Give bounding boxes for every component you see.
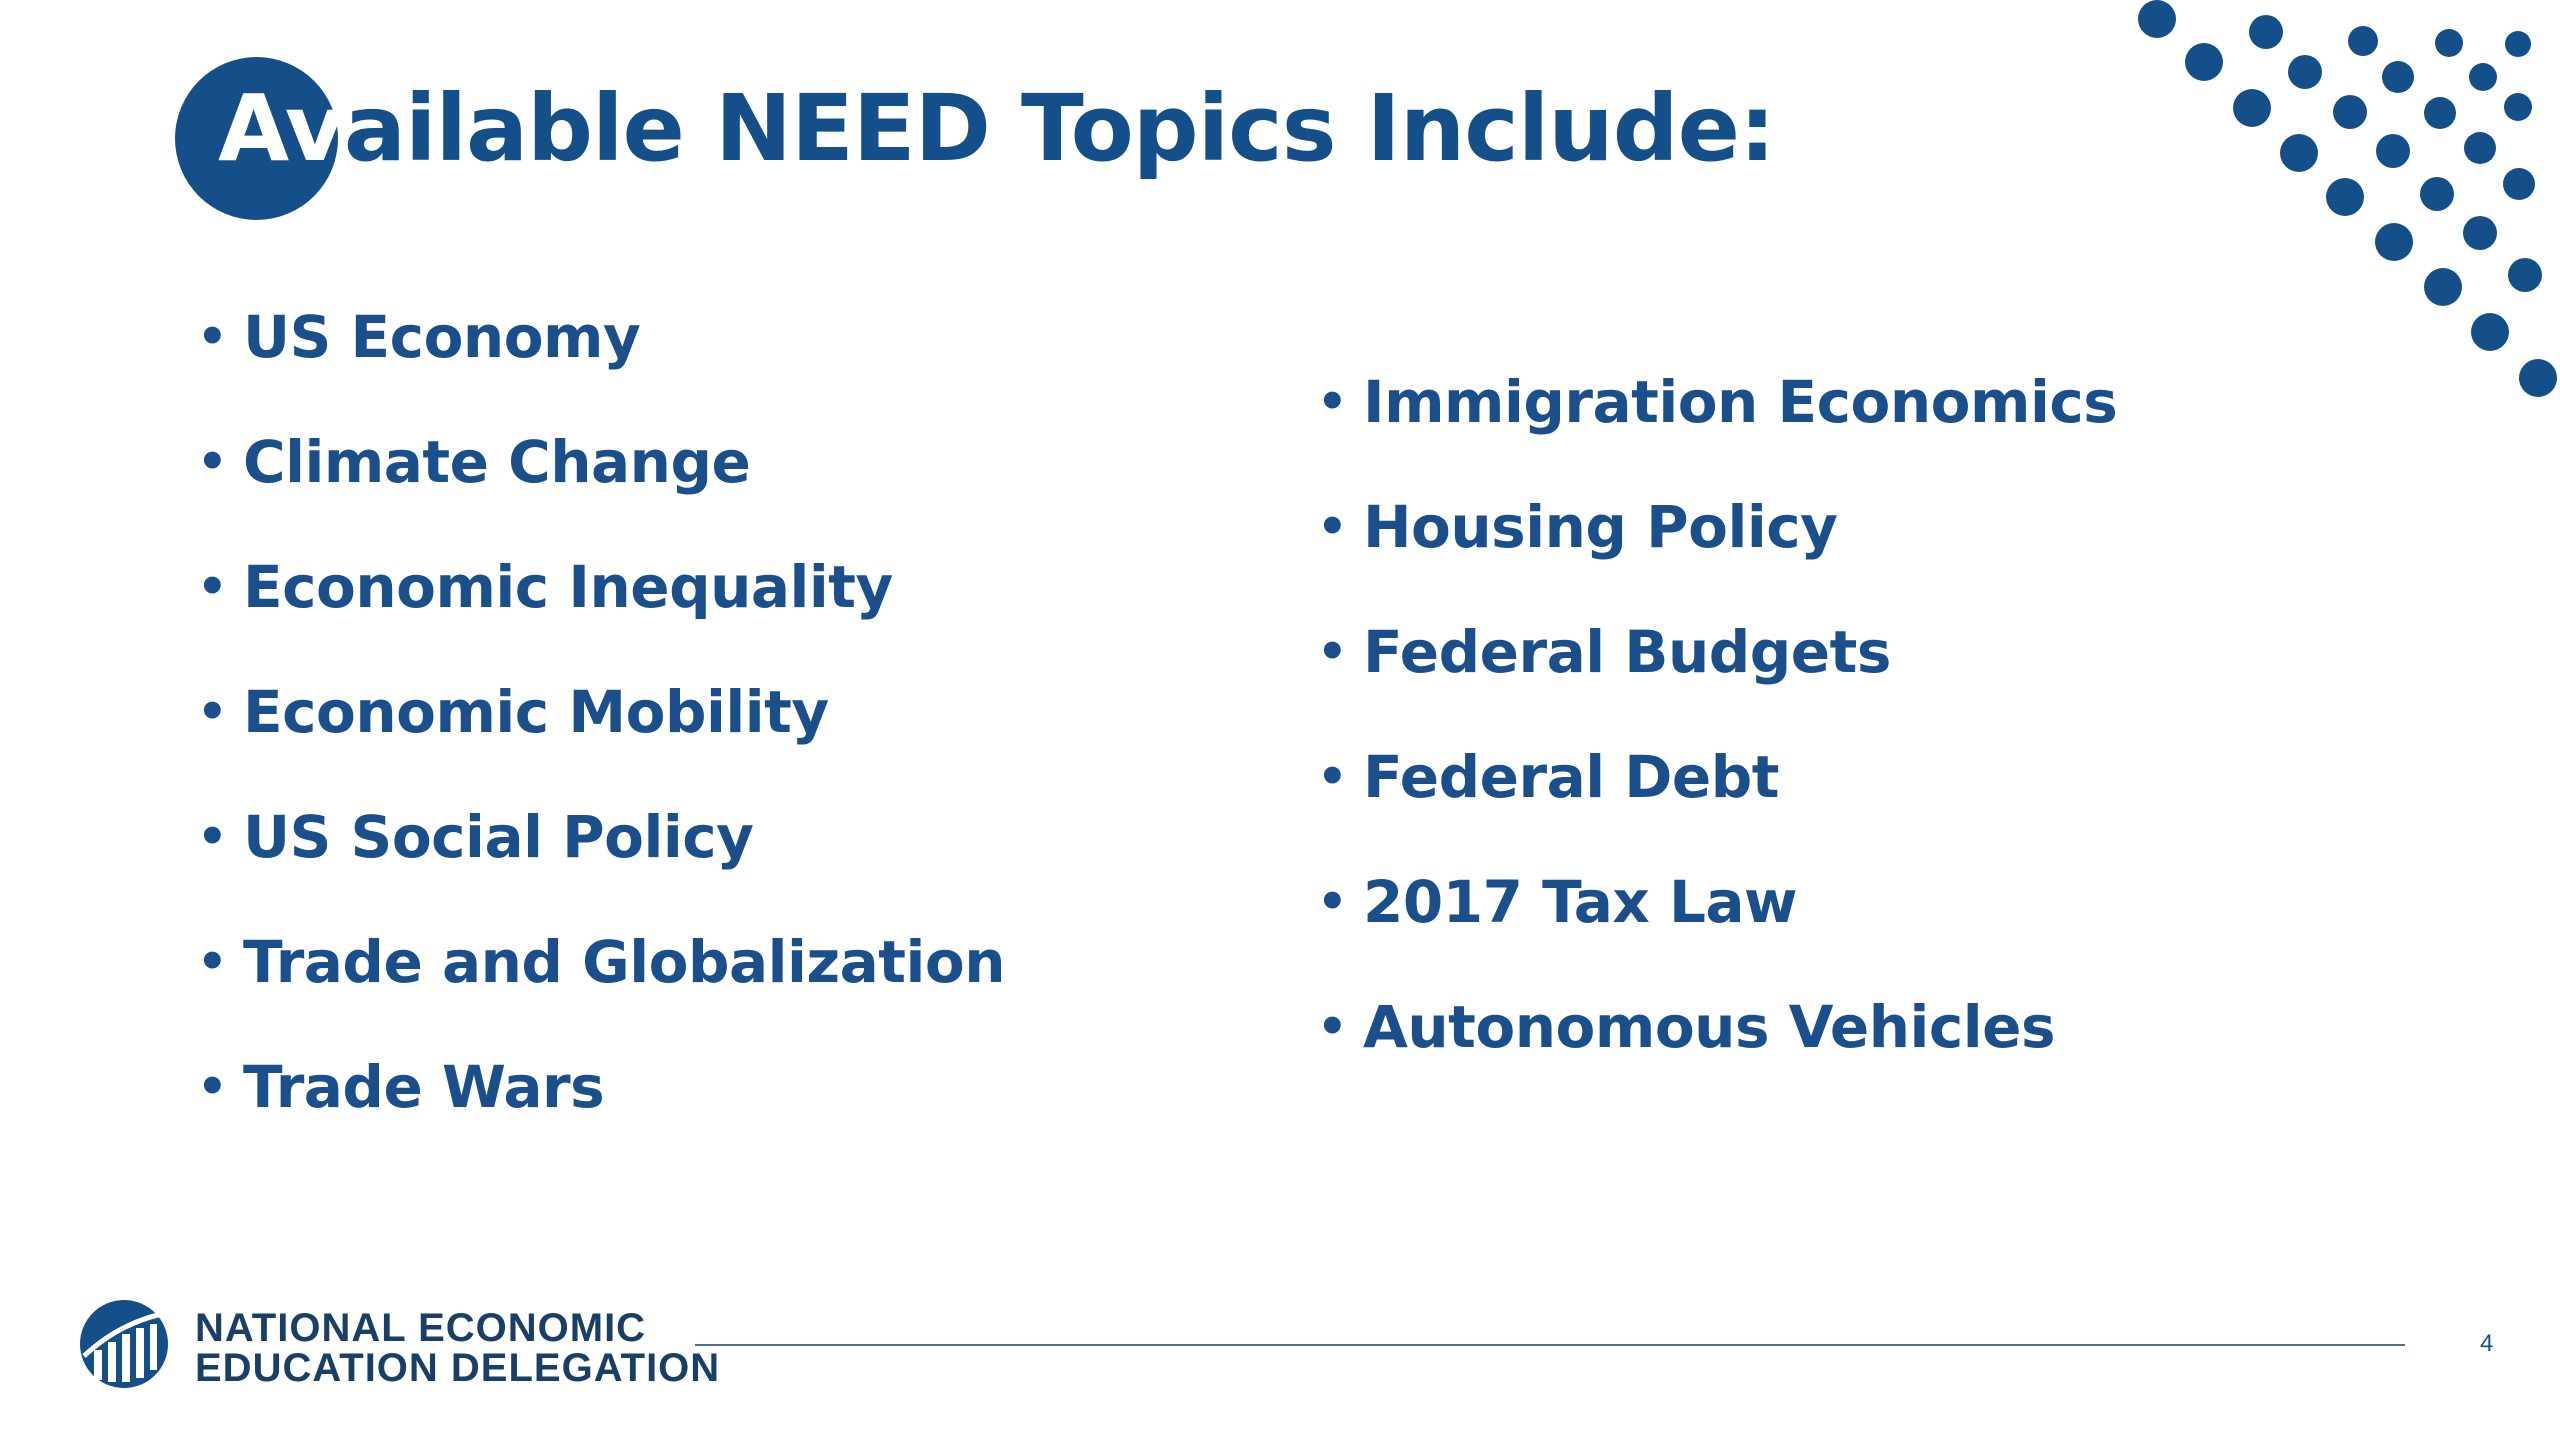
list-item bbox=[197, 553, 1005, 682]
bullet-icon: • bbox=[197, 934, 228, 990]
title-rest-text: ailable NEED Topics Include: bbox=[343, 75, 1775, 182]
bullet-icon: • bbox=[197, 809, 228, 865]
topic-label: US Economy bbox=[243, 303, 641, 371]
topic-label: Trade Wars bbox=[243, 1053, 605, 1121]
list-item bbox=[197, 428, 1005, 557]
list-item bbox=[1317, 618, 2117, 747]
list-item bbox=[197, 803, 1005, 932]
dot-pattern-decoration bbox=[2100, 0, 2560, 420]
list-item bbox=[197, 928, 1006, 1057]
bullet-icon: • bbox=[1317, 499, 1348, 555]
org-name-line2: EDUCATION DELEGATION bbox=[195, 1346, 721, 1390]
topic-label: Immigration Economics bbox=[1363, 368, 2118, 436]
topic-label: Federal Debt bbox=[1363, 743, 1780, 811]
footer-divider bbox=[695, 1344, 2405, 1346]
topic-label: US Social Policy bbox=[243, 803, 754, 871]
topics-list-left bbox=[197, 303, 1006, 1182]
title-lead-text: Av bbox=[218, 75, 344, 182]
need-logo-icon bbox=[78, 1298, 170, 1390]
topic-label: Trade and Globalization bbox=[243, 928, 1006, 996]
topic-label: Economic Inequality bbox=[243, 553, 893, 621]
topic-label: Climate Change bbox=[243, 428, 751, 496]
slide-title bbox=[218, 75, 1775, 182]
list-item bbox=[197, 1053, 1005, 1182]
org-name bbox=[195, 1308, 720, 1388]
topic-label: Autonomous Vehicles bbox=[1363, 993, 2056, 1061]
bullet-icon: • bbox=[1317, 749, 1348, 805]
topics-list-right bbox=[1317, 368, 2118, 1122]
bullet-icon: • bbox=[197, 434, 228, 490]
bullet-icon: • bbox=[197, 309, 228, 365]
topic-label: Federal Budgets bbox=[1363, 618, 1891, 686]
list-item bbox=[197, 678, 1005, 807]
bullet-icon: • bbox=[197, 559, 228, 615]
list-item bbox=[1317, 493, 2117, 622]
list-item bbox=[1317, 993, 2117, 1122]
topic-label: 2017 Tax Law bbox=[1363, 868, 1798, 936]
bullet-icon: • bbox=[197, 1059, 228, 1115]
bullet-icon: • bbox=[1317, 874, 1348, 930]
list-item bbox=[197, 303, 1005, 432]
list-item bbox=[1317, 368, 2118, 497]
bullet-icon: • bbox=[1317, 374, 1348, 430]
list-item bbox=[1317, 868, 2117, 997]
bullet-icon: • bbox=[1317, 999, 1348, 1055]
topic-label: Economic Mobility bbox=[243, 678, 829, 746]
topic-label: Housing Policy bbox=[1363, 493, 1838, 561]
list-item bbox=[1317, 743, 2117, 872]
bullet-icon: • bbox=[197, 684, 228, 740]
page-number: 4 bbox=[2480, 1330, 2494, 1357]
org-name-line1: NATIONAL ECONOMIC bbox=[195, 1306, 647, 1350]
bullet-icon: • bbox=[1317, 624, 1348, 680]
